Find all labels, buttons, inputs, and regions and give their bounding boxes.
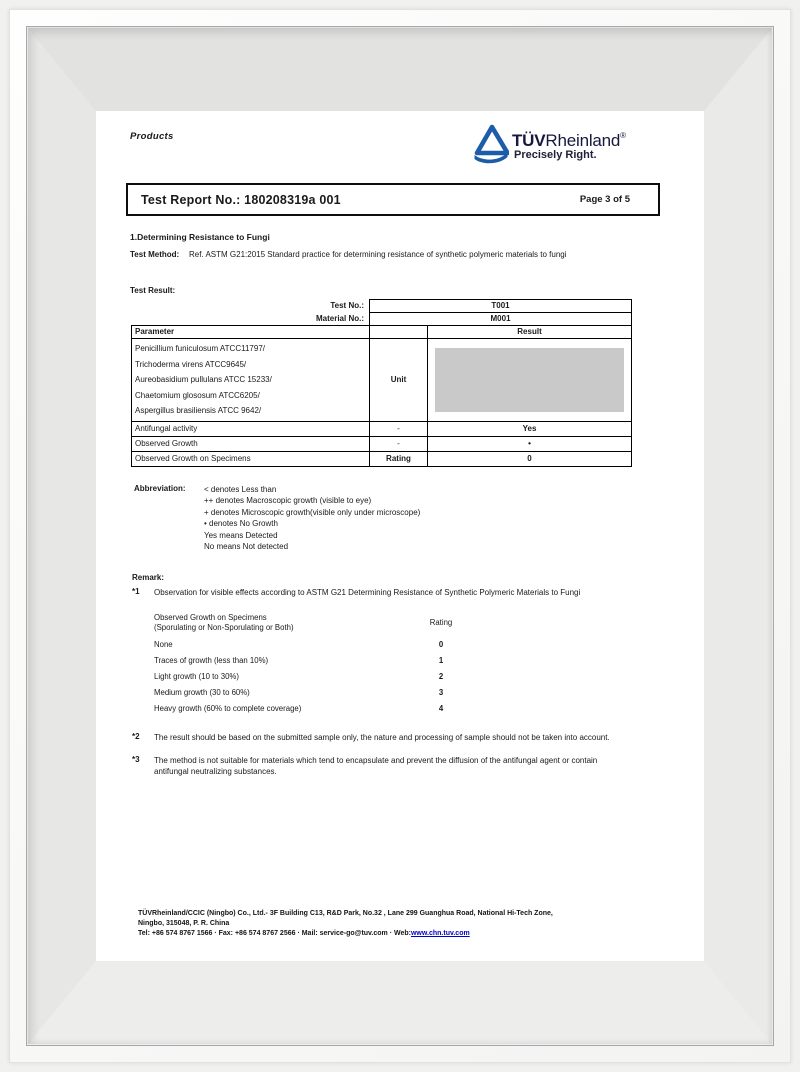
remark-marker: *2 bbox=[132, 732, 140, 741]
row-param: Observed Growth bbox=[132, 436, 370, 451]
rating-header-line1: Observed Growth on Specimens bbox=[154, 613, 267, 622]
test-no-value: T001 bbox=[370, 300, 632, 313]
result-placeholder-cell bbox=[428, 339, 632, 422]
remark-text: Observation for visible effects according to ASTM G21 Determining Resistance of Synthetic Polymeric Materials to Fungi bbox=[154, 588, 581, 597]
rating-row-value: 3 bbox=[438, 688, 444, 697]
remark-label: Remark: bbox=[132, 573, 165, 582]
abbreviation-line: No means Not detected bbox=[204, 542, 289, 552]
remark-text: The result should be based on the submitted sample only, the nature and processing of sample should not be taken into account. bbox=[154, 733, 610, 742]
material-no-label: Material No.: bbox=[315, 313, 364, 323]
report-title: Test Report No.: 180208319a 001 bbox=[141, 192, 341, 207]
result-table bbox=[131, 299, 632, 467]
rating-table bbox=[154, 613, 484, 717]
test-method-value: Ref. ASTM G21:2015 Standard practice for determining resistance of synthetic polymeric materials to fungi bbox=[189, 250, 567, 259]
rating-row bbox=[154, 637, 484, 653]
abbreviation-line: ++ denotes Macroscopic growth (visible to eye) bbox=[204, 496, 372, 506]
tuv-logo bbox=[473, 119, 688, 171]
remark-marker: *1 bbox=[132, 587, 140, 596]
abbreviation-line: + denotes Microscopic growth(visible only under microscope) bbox=[204, 507, 421, 517]
abbreviation-lines bbox=[204, 484, 420, 552]
row-result: • bbox=[428, 436, 632, 451]
remark-marker: *3 bbox=[132, 755, 140, 764]
rating-row bbox=[154, 669, 484, 685]
abbreviation-line: Yes means Detected bbox=[204, 530, 278, 540]
test-no-label: Test No.: bbox=[330, 301, 364, 310]
fungi-strains-cell bbox=[132, 339, 370, 422]
remark-text: The method is not suitable for materials which tend to encapsulate and prevent the diffusion of the antifungal agent or contain antifungal neutralizing substances. bbox=[154, 756, 598, 776]
footer-contact: Tel: +86 574 8767 1566 · Fax: +86 574 8767 2566 · Mail: service-go@tuv.com · Web: bbox=[138, 930, 411, 937]
registered-mark-icon: ® bbox=[620, 131, 626, 140]
rating-row-value: 0 bbox=[438, 640, 444, 649]
test-result-label: Test Result: bbox=[130, 286, 176, 295]
tuv-triangle-icon bbox=[473, 124, 509, 168]
rating-row-value: 2 bbox=[438, 672, 444, 681]
rating-row-label: None bbox=[154, 640, 173, 649]
row-unit: - bbox=[370, 421, 428, 436]
footer-line3 bbox=[138, 929, 683, 939]
rating-row-value: 1 bbox=[438, 656, 444, 665]
rating-row-label: Heavy growth (60% to complete coverage) bbox=[154, 704, 302, 713]
brand-rheinland: Rheinland bbox=[545, 131, 621, 150]
result-header: Result bbox=[428, 326, 632, 339]
abbreviation-label: Abbreviation: bbox=[134, 484, 186, 493]
row-unit: - bbox=[370, 436, 428, 451]
rating-table-header bbox=[154, 613, 484, 632]
unit-cell: Unit bbox=[370, 339, 428, 422]
frame-mat bbox=[27, 27, 773, 1045]
page-footer bbox=[138, 909, 683, 939]
rating-header-label bbox=[154, 613, 406, 632]
row-param: Observed Growth on Specimens bbox=[132, 451, 370, 466]
products-label: Products bbox=[130, 131, 174, 142]
rating-row bbox=[154, 701, 484, 717]
fungus-line: Aureobasidium pullulans ATCC 15233/ bbox=[135, 375, 272, 384]
rating-row-label: Medium growth (30 to 60%) bbox=[154, 688, 250, 697]
fungus-line: Aspergillus brasiliensis ATCC 9642/ bbox=[135, 406, 262, 415]
brand-tuv: TÜV bbox=[512, 131, 546, 150]
footer-web-link[interactable]: www.chn.tuv.com bbox=[410, 930, 470, 937]
section-heading: 1.Determining Resistance to Fungi bbox=[130, 232, 270, 242]
rating-row bbox=[154, 653, 484, 669]
report-title-bar bbox=[126, 183, 660, 216]
test-method-label: Test Method: bbox=[130, 250, 180, 259]
empty-header-cell bbox=[370, 326, 428, 339]
abbreviation-line: < denotes Less than bbox=[204, 485, 277, 494]
row-unit: Rating bbox=[370, 451, 428, 466]
document-page bbox=[96, 111, 704, 961]
fungus-line: Penicillium funiculosum ATCC11797/ bbox=[135, 344, 265, 353]
result-placeholder-box bbox=[435, 348, 624, 412]
brand-tagline: Precisely Right. bbox=[514, 149, 597, 161]
fungus-line: Trichoderma virens ATCC9645/ bbox=[135, 359, 247, 369]
rating-row-label: Light growth (10 to 30%) bbox=[154, 672, 239, 681]
row-result: 0 bbox=[428, 451, 632, 466]
parameter-header: Parameter bbox=[132, 326, 370, 339]
page-indicator: Page 3 of 5 bbox=[579, 193, 630, 205]
row-result: Yes bbox=[428, 421, 632, 436]
rating-row bbox=[154, 685, 484, 701]
abbreviation-line: • denotes No Growth bbox=[204, 519, 278, 529]
rating-row-label: Traces of growth (less than 10%) bbox=[154, 656, 269, 665]
rating-header-line2: (Sporulating or Non-Sporulating or Both) bbox=[154, 622, 294, 632]
fungus-line: Chaetomium glososum ATCC6205/ bbox=[135, 390, 260, 400]
row-param: Antifungal activity bbox=[132, 421, 370, 436]
footer-line1: TÜVRheinland/CCIC (Ningbo) Co., Ltd.- 3F Building C13, R&D Park, No.32 , Lane 299 Guanghua Road, National Hi-Tech Zone, bbox=[138, 910, 553, 917]
rating-column-header: Rating bbox=[429, 617, 453, 627]
brand-text bbox=[512, 126, 626, 151]
material-no-value: M001 bbox=[370, 313, 632, 326]
footer-line2: Ningbo, 315048, P. R. China bbox=[138, 920, 230, 927]
rating-row-value: 4 bbox=[438, 704, 444, 713]
